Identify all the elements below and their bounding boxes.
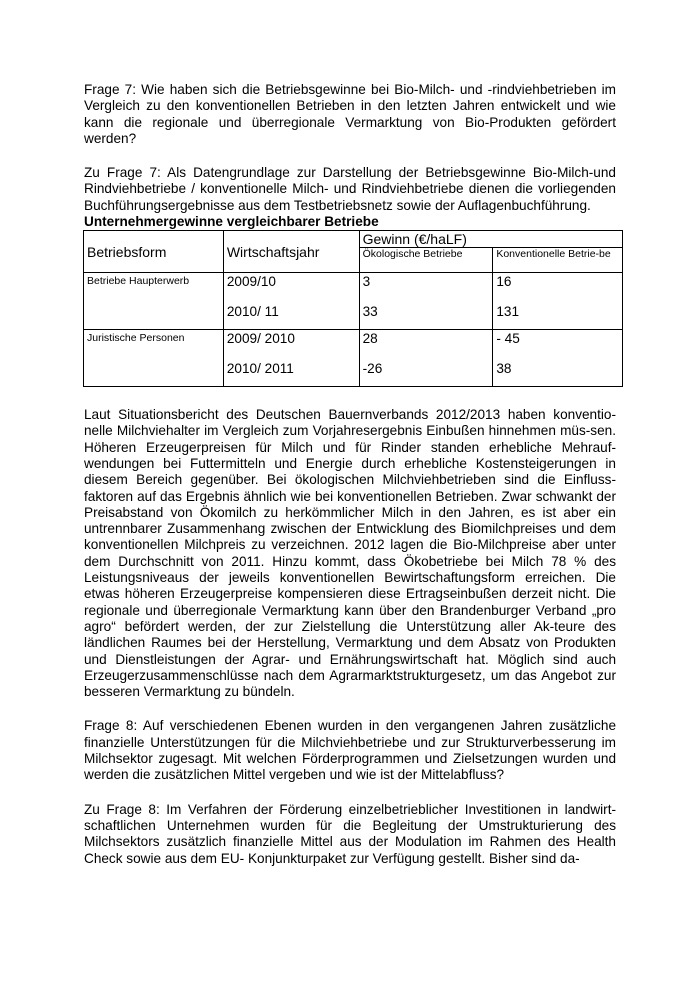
value-cell: 16 [496,274,512,290]
question-7: Frage 7: Wie haben sich die Betriebsgewinne bei Bio-Milch- und -rindviehbetrieben im Vergleich zu den konventionellen Betrieben in den letzten Jahren entwickelt und wie kann die regionale und überregionale Vermarktung von Bio-Produkten gefördert werden? [84,82,616,146]
value-cell: 28 [362,331,378,347]
value-cell: 38 [496,361,512,377]
table-header-row [84,231,623,248]
profit-table [83,230,623,387]
row-years [223,330,359,387]
answer-8: Zu Frage 8: Im Verfahren der Förderung einzelbetrieblicher Investitionen in landwirt-schaftlichen Unternehmen wurden für die Begleitung der Umstrukturierung des Milchsektors zusätzlich finanzielle Mittel aus der Modulation im Rahmen des Health Check sowie aus dem EU- Konjunkturpaket zur Verfügung gestellt. Bisher sind da- [84,801,616,866]
row-years [223,273,359,330]
row-form: Betriebe Haupterwerb [84,273,224,330]
value-cell: 3 [362,274,371,290]
year-cell: 2009/10 [226,274,276,290]
row-form: Juristische Personen [84,330,224,387]
header-konv: Konventionelle Betrie-be [493,248,623,273]
row-oeko [359,273,493,330]
row-oeko [359,330,493,387]
document-page [84,82,616,867]
answer-7: Zu Frage 7: Als Datengrundlage zur Darstellung der Betriebsgewinne Bio-Milch-und Rindviehbetriebe / konventionelle Milch- und Rindviehbetriebe dienen die vorliegenden Buchführungsergebnisse aus dem Testbetriebsnetz sowie der Auflagenbuchführung. [84,165,616,213]
year-cell: 2010/ 11 [226,304,279,320]
header-betriebsform: Betriebsform [84,231,224,273]
value-cell: 131 [496,304,520,320]
year-cell: 2010/ 2011 [226,361,294,377]
row-konv [493,330,623,387]
value-cell: 33 [362,304,378,320]
table-row [84,330,623,387]
question-8: Frage 8: Auf verschiedenen Ebenen wurden in den vergangenen Jahren zusätzliche finanzielle Unterstützungen für die Milchviehbetriebe und zur Strukturverbesserung im Milchsektor zugesagt. Mit welchen Förderprogrammen und Zielsetzungen wurden und werden die zusätzlichen Mittel vergeben und wie ist der Mittelabfluss? [84,718,616,783]
table-title: Unternehmergewinne vergleichbarer Betriebe [84,214,379,230]
year-cell: 2009/ 2010 [226,331,295,347]
row-konv [493,273,623,330]
body-paragraph: Laut Situationsbericht des Deutschen Bauernverbands 2012/2013 haben konventio-nelle Milchviehalter im Vergleich zum Vorjahresergebnis Einbußen hinnehmen müs-sen. Höheren Erzeugerpreisen für Milch und für Rinder standen erhebliche Mehrauf-wendungen bei Futtermitteln und Energie durch erhebliche Kostensteigerungen in diesem Bereich gegenüber. Bei ökologischen Milchviehbetrieben sind die Einfluss-faktoren auf das Ergebnis ähnlich wie bei konventionellen Betrieben. Zwar schwankt der Preisabstand von Ökomilch zu herkömmlicher Milch in den Jahren, es ist aber ein untrennbarer Zusammenhang zwischen der Entwicklung des Biomilchpreises und dem konventionellen Milchpreis zu verzeichnen. 2012 lagen die Bio-Milchpreise aber unter dem Durchschnitt von 2011. Hinzu kommt, dass Ökobetriebe bei Milch 78 % des Leistungsniveaus der jeweils konventionellen Bewirtschaftungsform erreichen. Die etwas höheren Erzeugerpreise kompensieren diese Ertragseinbußen derzeit nicht. Die regionale und überregionale Vermarktung kann über den Brandenburger Verband „pro agro“ befördert werden, der zur Zielstellung die Unterstützung aller Ak-teure des ländlichen Raumes bei der Herstellung, Vermarktung und dem Absatz von Produkten und Dienstleistungen der Agrar- und Ernährungswirtschaft hat. Möglich sind auch Erzeugerzusammenschlüsse nach dem Agrarmarktstrukturgesetz, um das Angebot zur besseren Vermarktung zu bündeln. [84,407,616,700]
header-oeko: Ökologische Betriebe [359,248,493,273]
header-gewinn: Gewinn (€/haLF) [359,231,622,248]
table-row [84,273,623,330]
value-cell: - 45 [496,331,520,347]
value-cell: -26 [362,361,383,377]
header-wirtschaftsjahr: Wirtschaftsjahr [223,231,359,273]
